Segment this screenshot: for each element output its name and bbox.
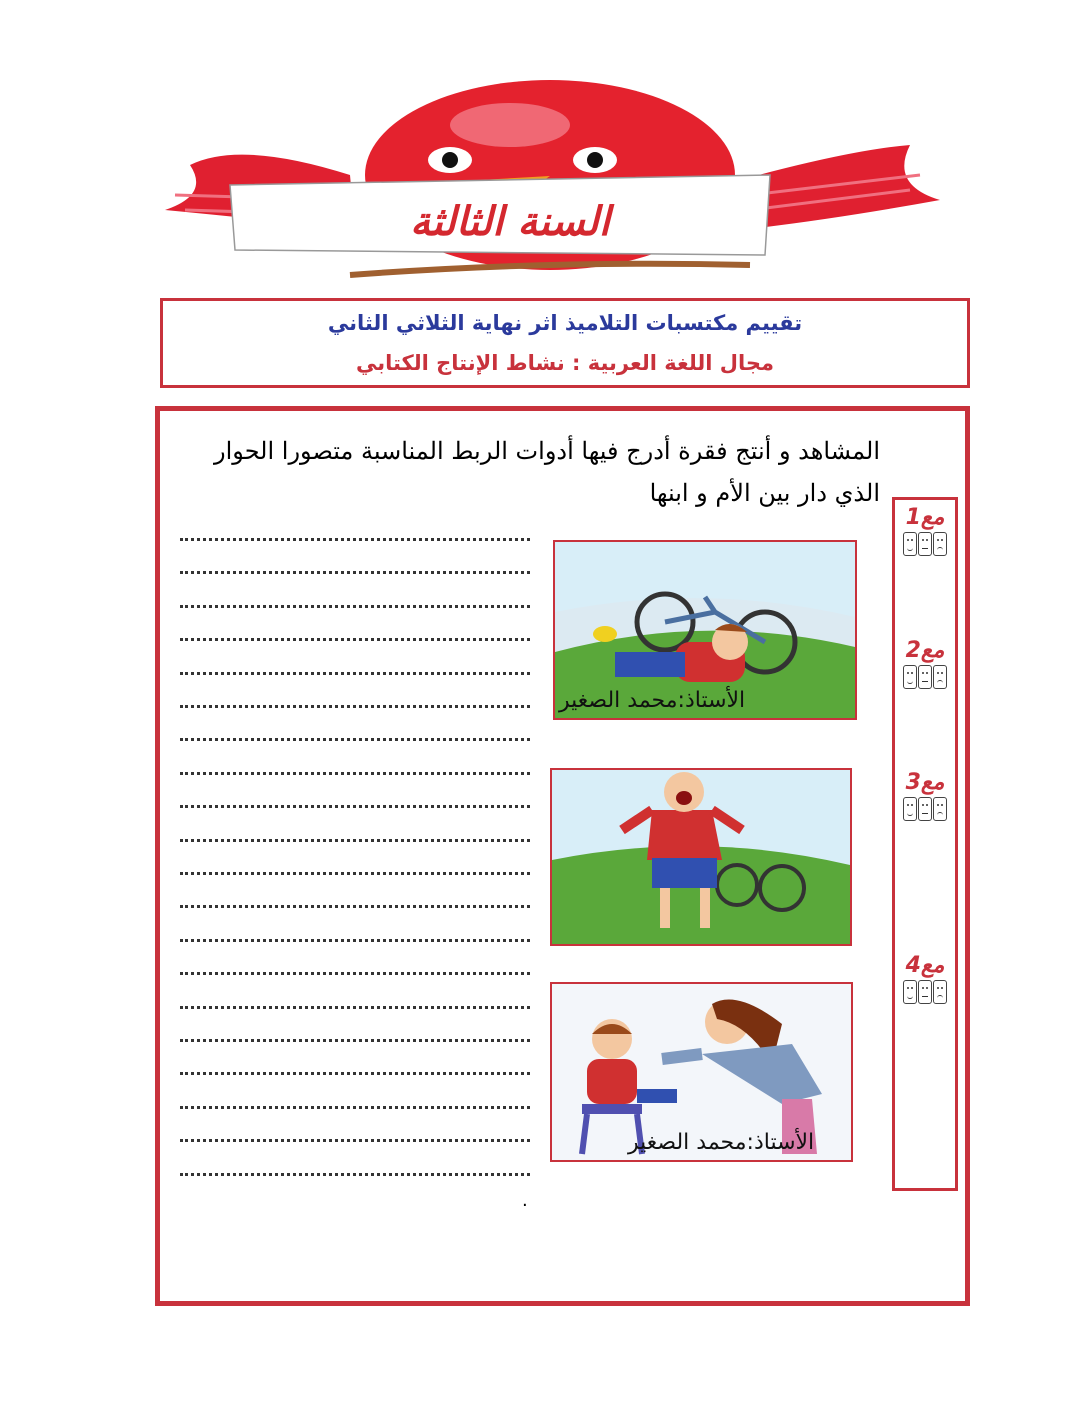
rating-faces <box>895 532 955 556</box>
writing-line[interactable] <box>180 772 530 775</box>
header-box <box>160 298 970 388</box>
writing-line[interactable] <box>180 1173 530 1176</box>
criterion-label: مع1 <box>905 505 945 530</box>
criterion-label: مع3 <box>905 770 945 795</box>
happy-face-icon[interactable] <box>903 797 917 821</box>
happy-face-icon[interactable] <box>903 665 917 689</box>
writing-line[interactable] <box>180 805 530 808</box>
neutral-face-icon[interactable] <box>918 532 932 556</box>
writing-line[interactable] <box>180 571 530 574</box>
sad-face-icon[interactable] <box>933 665 947 689</box>
rating-faces <box>895 797 955 821</box>
rating-faces <box>895 980 955 1004</box>
teacher-watermark: الأستاذ:محمد الصغير <box>628 1130 815 1155</box>
writing-line[interactable] <box>180 839 530 842</box>
instruction-line-2: الذي دار بين الأم و ابنها <box>649 479 880 507</box>
happy-face-icon[interactable] <box>903 980 917 1004</box>
sad-face-icon[interactable] <box>933 980 947 1004</box>
happy-face-icon[interactable] <box>903 532 917 556</box>
sad-face-icon[interactable] <box>933 797 947 821</box>
writing-line[interactable] <box>180 872 530 875</box>
criterion-label: مع4 <box>905 953 945 978</box>
writing-line[interactable] <box>180 638 530 641</box>
criterion-2 <box>895 638 955 689</box>
trailing-dot: . <box>522 1190 528 1211</box>
scene-2-picture <box>550 768 852 946</box>
subject-title: مجال اللغة العربية : نشاط الإنتاج الكتابي <box>355 351 775 375</box>
writing-line[interactable] <box>180 1039 530 1042</box>
instruction-text <box>175 430 880 514</box>
scene-1-picture <box>553 540 857 720</box>
writing-line[interactable] <box>180 538 530 541</box>
writing-line[interactable] <box>180 972 530 975</box>
writing-line[interactable] <box>180 705 530 708</box>
criterion-4 <box>895 953 955 1004</box>
writing-line[interactable] <box>180 1006 530 1009</box>
instruction-line-1: المشاهد و أنتج فقرة أدرج فيها أدوات الربط المناسبة متصورا الحوار <box>214 437 880 465</box>
neutral-face-icon[interactable] <box>918 980 932 1004</box>
writing-line[interactable] <box>180 939 530 942</box>
writing-line[interactable] <box>180 1139 530 1142</box>
writing-line[interactable] <box>180 605 530 608</box>
writing-line[interactable] <box>180 1072 530 1075</box>
neutral-face-icon[interactable] <box>918 797 932 821</box>
writing-line[interactable] <box>180 672 530 675</box>
banner-title: السنة الثالثة <box>410 198 610 245</box>
neutral-face-icon[interactable] <box>918 665 932 689</box>
writing-line[interactable] <box>180 905 530 908</box>
criteria-column <box>892 497 958 1191</box>
banner-bird <box>150 80 950 290</box>
criterion-3 <box>895 770 955 821</box>
teacher-watermark: الأستاذ:محمد الصغير <box>559 688 746 713</box>
criterion-label: مع2 <box>905 638 945 663</box>
assessment-title: تقييم مكتسبات التلاميذ اثر نهاية الثلاثي الثاني <box>327 311 803 335</box>
writing-line[interactable] <box>180 738 530 741</box>
sad-face-icon[interactable] <box>933 532 947 556</box>
rating-faces <box>895 665 955 689</box>
scene-3-picture <box>550 982 853 1162</box>
writing-line[interactable] <box>180 1106 530 1109</box>
criterion-1 <box>895 505 955 556</box>
